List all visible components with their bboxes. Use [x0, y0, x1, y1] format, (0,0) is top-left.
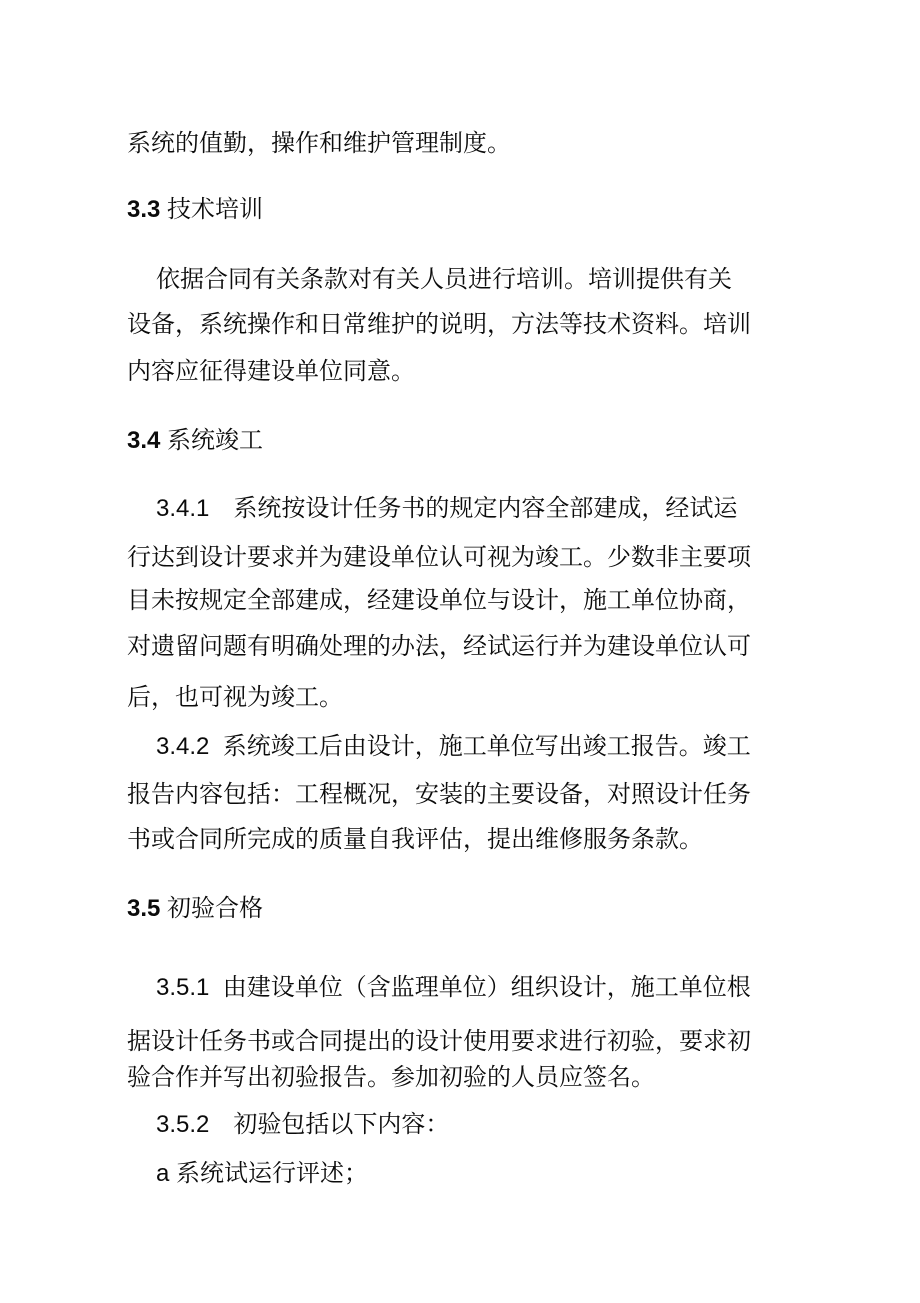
- section-number: 3.5: [127, 895, 161, 922]
- paragraph-line: 行达到设计要求并为建设单位认可视为竣工。少数非主要项: [127, 544, 751, 571]
- paragraph-line: 依据合同有关条款对有关人员进行培训。培训提供有关: [156, 266, 732, 293]
- section-title: 初验合格: [160, 895, 264, 922]
- paragraph-line: 对遗留问题有明确处理的办法，经试运行并为建设单位认可: [127, 633, 751, 660]
- section-title: 技术培训: [160, 196, 264, 223]
- paragraph-line: 后，也可视为竣工。: [127, 684, 343, 711]
- paragraph-line: 目未按规定全部建成，经建设单位与设计，施工单位协商，: [127, 587, 751, 614]
- paragraph-line: 设备，系统操作和日常维护的说明，方法等技术资料。培训: [127, 311, 751, 338]
- section-heading-3-4: [127, 425, 263, 457]
- clause-3-4-2-line: 3.4.2 系统竣工后由设计，施工单位写出竣工报告。竣工: [156, 733, 751, 760]
- paragraph-line: 系统的值勤，操作和维护管理制度。: [127, 130, 511, 157]
- clause-3-4-1-line: 3.4.1 系统按设计任务书的规定内容全部建成，经试运: [156, 495, 738, 522]
- paragraph-line: 书或合同所完成的质量自我评估，提出维修服务条款。: [127, 826, 703, 853]
- clause-3-5-2-line: 3.5.2 初验包括以下内容：: [156, 1111, 450, 1138]
- paragraph-line: 据设计任务书或合同提出的设计使用要求进行初验，要求初: [127, 1028, 751, 1055]
- paragraph-line: 验合作并写出初验报告。参加初验的人员应签名。: [127, 1064, 655, 1091]
- paragraph-line: 内容应征得建设单位同意。: [127, 358, 415, 385]
- clause-3-5-1-line: 3.5.1 由建设单位（含监理单位）组织设计，施工单位根: [156, 974, 751, 1001]
- section-number: 3.3: [127, 196, 161, 223]
- list-item-a-line: a 系统试运行评述；: [156, 1160, 369, 1187]
- section-heading-3-3: [127, 194, 263, 226]
- paragraph-line: 报告内容包括：工程概况，安装的主要设备，对照设计任务: [127, 781, 751, 808]
- section-heading-3-5: [127, 893, 263, 925]
- section-title: 系统竣工: [160, 427, 264, 454]
- section-number: 3.4: [127, 427, 161, 454]
